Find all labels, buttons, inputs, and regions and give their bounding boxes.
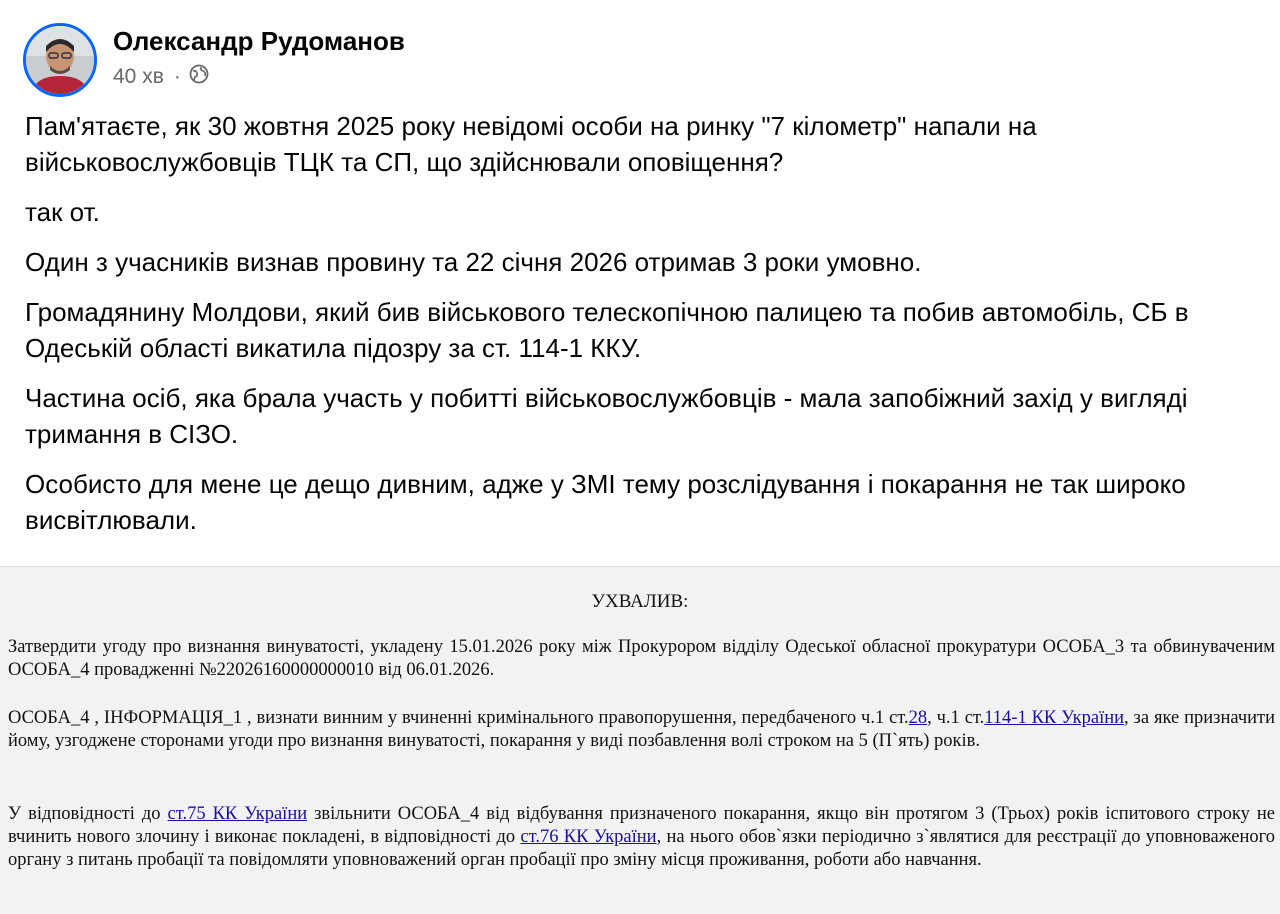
post-time[interactable]: 40 хв [113,65,164,88]
post-text [25,108,1260,552]
ruling-paragraph-2 [8,707,1275,753]
ruling-text: , ч.1 ст. [927,708,985,728]
ruling-paragraph-1: Затвердити угоду про визнання винуватості, укладену 15.01.2026 року між Прокурором відділу Одеської обласної прокуратури ОСОБА_3 та обвинуваченим ОСОБА_4 провадженні №22026160000000010 від 06.01.2026. [8,637,1275,680]
globe-icon[interactable] [189,64,209,90]
post-paragraph: Один з учасників визнав провину та 22 січня 2026 отримав 3 роки умовно. [25,247,922,277]
ruling-text: , за яке призначити йому, узгоджене сторонами угоди про визнання винуватості, покарання у виді позбавлення волі строком на 5 (П`ять) років. [8,708,1276,751]
post-paragraph: Пам'ятаєте, як 30 жовтня 2025 року невідомі особи на ринку "7 кілометр" напали на військовослужбовців ТЦК та СП, що здійснювали оповіщення? [25,111,1037,177]
ruling-paragraph-3 [8,803,1275,872]
post-paragraph: Громадянину Молдови, який бив військового телескопічною палицею та побив автомобіль, СБ в Одеській області викатила підозру за ст. 114-1 ККУ. [25,297,1189,363]
avatar-photo [26,26,94,94]
post-paragraph: Особисто для мене це дещо дивним, адже у ЗМІ тему розслідування і покарання не так широко висвітлювали. [25,469,1186,535]
post-paragraph: так от. [25,197,100,227]
ruling-title: УХВАЛИВ: [591,591,689,612]
avatar[interactable] [23,23,97,97]
post-paragraph: Частина осіб, яка брала участь у побитті військовослужбовців - мала запобіжний захід у вигляді тримання в СІЗО. [25,383,1188,449]
court-ruling-screenshot [0,566,1280,914]
ruling-text: ОСОБА_4 , ІНФОРМАЦІЯ_1 , визнати винним у вчиненні кримінального правопорушення, передбаченого ч.1 ст. [8,708,909,728]
article-28-link[interactable]: 28 [908,708,928,728]
ruling-text: У відповідності до [8,804,168,824]
article-76-link[interactable]: ст.76 КК України [520,827,657,847]
post-meta [113,64,209,90]
ruling-text: , на нього обов`язки періодично з`являтися для реєстрації до уповноваженого органу з питань пробації та повідомляти уповноважений орган пробації про зміну місця проживання, роботи або навчання. [8,827,1276,870]
article-75-link[interactable]: ст.75 КК України [167,804,308,824]
author-name[interactable]: Олександр Рудоманов [113,26,405,56]
meta-separator: · [173,65,181,88]
ruling-text: звільнити ОСОБА_4 від відбування призначеного покарання, якщо він протягом 3 (Трьох) років іспитового строку не вчинить нового злочину і виконає покладені, в відповідності до [8,804,1275,847]
article-114-1-link[interactable]: 114-1 КК України [984,708,1125,728]
